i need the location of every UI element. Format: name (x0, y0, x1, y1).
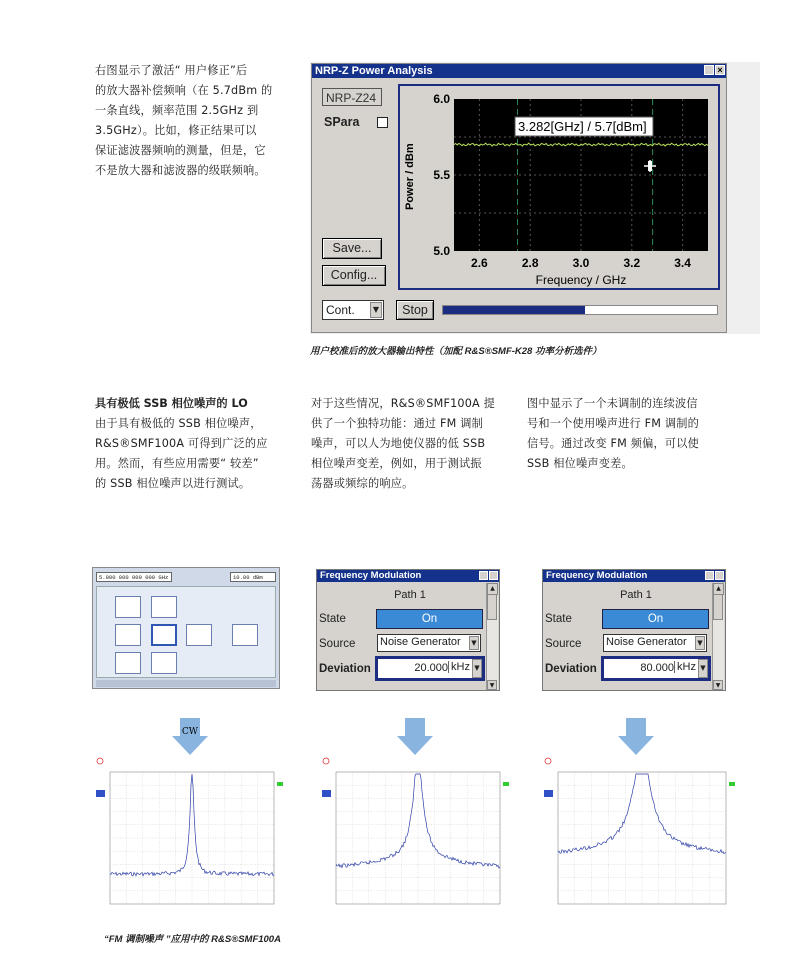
col2-line: 供了一个独特功能：通过 FM 调制 (311, 417, 484, 430)
spectrum-plot-fm-20khz (318, 756, 516, 918)
close-icon[interactable] (489, 571, 498, 580)
col1-line: 的 SSB 相位噪声以进行测试。 (95, 477, 251, 490)
plot-panel (398, 84, 720, 290)
source-label: Source (545, 638, 582, 650)
power-plot (400, 86, 718, 288)
scrollbar[interactable] (712, 583, 724, 690)
y-tick-label: 6.0 (433, 92, 450, 106)
intro-line: 不是放大器和滤波器的级联频响。 (95, 164, 266, 177)
trace-indicator-icon (503, 782, 509, 786)
deviation-unit: kHz (674, 661, 696, 673)
scroll-down-icon[interactable]: ▼ (713, 680, 723, 690)
nrp-power-analysis-window (311, 63, 727, 333)
path-label: Path 1 (620, 589, 652, 601)
diagram-toolbar (96, 680, 276, 687)
state-on-button[interactable]: On (376, 609, 483, 629)
y-axis-label: Power / dBm (404, 143, 416, 210)
col2-line: 相位噪声变差，例如，用于测试振 (311, 457, 482, 470)
tooltip-text: 3.282[GHz] / 5.7[dBm] (518, 119, 647, 134)
diagram-block[interactable] (115, 624, 141, 646)
config-button[interactable]: Config... (322, 265, 386, 286)
rbw-icon (97, 758, 103, 764)
minimize-icon[interactable] (704, 65, 714, 75)
chevron-down-icon[interactable]: ▼ (695, 636, 705, 650)
chevron-down-icon[interactable]: ▼ (469, 636, 479, 650)
deviation-unit: kHz (448, 661, 470, 673)
nrp-titlebar (312, 64, 726, 78)
spara-label: SPara (324, 115, 360, 129)
rbw-icon (323, 758, 329, 764)
down-arrow-icon (616, 718, 656, 756)
level-field[interactable] (230, 572, 276, 582)
close-icon[interactable] (715, 571, 724, 580)
diagram-block[interactable] (115, 652, 141, 674)
x-axis-label: Frequency / GHz (535, 273, 627, 287)
frequency-field[interactable] (96, 572, 172, 582)
frequency-unit: GHz (158, 574, 169, 581)
source-label: Source (319, 638, 356, 650)
deviation-label: Deviation (319, 663, 371, 675)
state-label: State (319, 613, 346, 625)
progress-bar (442, 305, 718, 315)
fm-window-title: Frequency Modulation (320, 570, 422, 581)
col3-line: SSB 相位噪声变差。 (527, 457, 633, 470)
source-value: Noise Generator (380, 636, 461, 648)
source-value: Noise Generator (606, 636, 687, 648)
diagram-block[interactable] (151, 652, 177, 674)
spara-checkbox[interactable] (377, 117, 388, 128)
deviation-value: 80.000 (640, 662, 674, 674)
col2-line: 噪声，可以人为地使仪器的低 SSB (311, 437, 486, 450)
deviation-value: 20.000 (414, 662, 448, 674)
intro-line: 保证滤波器频响的测量，但是，它 (95, 144, 266, 157)
down-arrow-icon (395, 718, 435, 756)
col1-line: R&S®SMF100A 可得到广泛的应 (95, 437, 268, 450)
text-column-2 (311, 394, 516, 494)
deviation-field[interactable] (375, 656, 485, 681)
fm-window (542, 569, 726, 691)
source-select[interactable] (377, 634, 481, 652)
source-select[interactable] (603, 634, 707, 652)
nrp-window-title: NRP-Z Power Analysis (315, 65, 433, 77)
level-unit: dBm (252, 574, 263, 581)
mode-select-value: Cont. (326, 303, 355, 317)
sensor-name-field: NRP-Z24 (322, 88, 382, 106)
chevron-down-icon[interactable]: ▼ (698, 659, 708, 678)
save-button[interactable]: Save... (322, 238, 382, 259)
x-tick-label: 3.0 (572, 256, 590, 270)
scroll-thumb[interactable] (487, 594, 497, 620)
intro-line: 右图显示了激活“ 用户修正”后 (95, 64, 248, 77)
diagram-block-selected[interactable] (151, 624, 177, 646)
scroll-up-icon[interactable]: ▲ (487, 583, 498, 595)
deviation-field[interactable] (601, 656, 711, 681)
col2-line: 荡器或频综的响应。 (311, 477, 414, 490)
trace-indicator-icon (729, 782, 735, 786)
scroll-down-icon[interactable]: ▼ (487, 680, 497, 690)
fm-window-title: Frequency Modulation (546, 570, 648, 581)
deviation-label: Deviation (545, 663, 597, 675)
col2-line: 对于这些情况，R&S®SMF100A 提 (311, 397, 496, 410)
diagram-block[interactable] (115, 596, 141, 618)
col1-line: 用。然而，有些应用需要“ 较差” (95, 457, 259, 470)
frequency-value: 5.000 000 000 000 (99, 574, 156, 581)
section-heading: 具有极低 SSB 相位噪声的 LO (95, 397, 248, 410)
marker-icon (322, 790, 331, 797)
spectrum-plot-cw (92, 756, 290, 918)
intro-line: 的放大器补偿频响（在 5.7dBm 的 (95, 84, 273, 97)
y-tick-label: 5.5 (433, 168, 450, 182)
text-column-3 (527, 394, 732, 474)
x-tick-label: 2.6 (471, 256, 488, 270)
stop-button[interactable]: Stop (396, 300, 434, 320)
scrollbar[interactable] (486, 583, 498, 690)
trace-indicator-icon (277, 782, 283, 786)
minimize-icon[interactable] (705, 571, 714, 580)
x-tick-label: 2.8 (521, 256, 539, 270)
diagram-block[interactable] (232, 624, 258, 646)
fm-titlebar (543, 570, 725, 582)
progress-fill (443, 306, 585, 314)
fm-titlebar (317, 570, 499, 582)
diagram-block[interactable] (186, 624, 212, 646)
x-tick-label: 3.4 (674, 256, 691, 270)
scroll-thumb[interactable] (713, 594, 723, 620)
block-diagram-screenshot (92, 567, 280, 689)
rbw-icon (545, 758, 551, 764)
col1-line: 由于具有极低的 SSB 相位噪声， (95, 417, 262, 430)
mode-select[interactable] (322, 300, 384, 320)
col3-line: 号和一个使用噪声进行 FM 调制的 (527, 417, 700, 430)
path-label: Path 1 (394, 589, 426, 601)
x-tick-label: 3.2 (623, 256, 641, 270)
marker-icon (544, 790, 553, 797)
y-tick-label: 5.0 (433, 244, 450, 258)
level-value: 10.00 (233, 574, 250, 581)
intro-line: 一条直线，频率范围 2.5GHz 到 (95, 104, 259, 117)
nrp-figure-caption: 用户校准后的放大器输出特性（加配 R&S®SMF-K28 功率分析选件） (310, 346, 602, 357)
state-on-button[interactable]: On (602, 609, 709, 629)
intro-line: 3.5GHz）。比如，修正结果可以 (95, 124, 257, 137)
down-arrow-icon (170, 718, 210, 756)
col3-line: 信号。通过改变 FM 频偏，可以使 (527, 437, 700, 450)
bottom-caption: “FM 调制噪声 ”应用中的 R&S®SMF100A (104, 934, 281, 945)
minimize-icon[interactable] (479, 571, 488, 580)
cw-label: CW (181, 727, 199, 737)
spectrum-plot-fm-80khz (540, 756, 742, 918)
diagram-block[interactable] (151, 596, 177, 618)
close-icon[interactable]: × (715, 65, 725, 75)
fm-window (316, 569, 500, 691)
chevron-down-icon[interactable]: ▼ (472, 659, 482, 678)
marker-icon (96, 790, 105, 797)
text-column-1 (95, 394, 300, 494)
chevron-down-icon[interactable]: ▼ (370, 302, 382, 318)
scroll-up-icon[interactable]: ▲ (713, 583, 724, 595)
intro-paragraph (95, 61, 300, 181)
col3-line: 图中显示了一个未调制的连续波信 (527, 397, 698, 410)
state-label: State (545, 613, 572, 625)
